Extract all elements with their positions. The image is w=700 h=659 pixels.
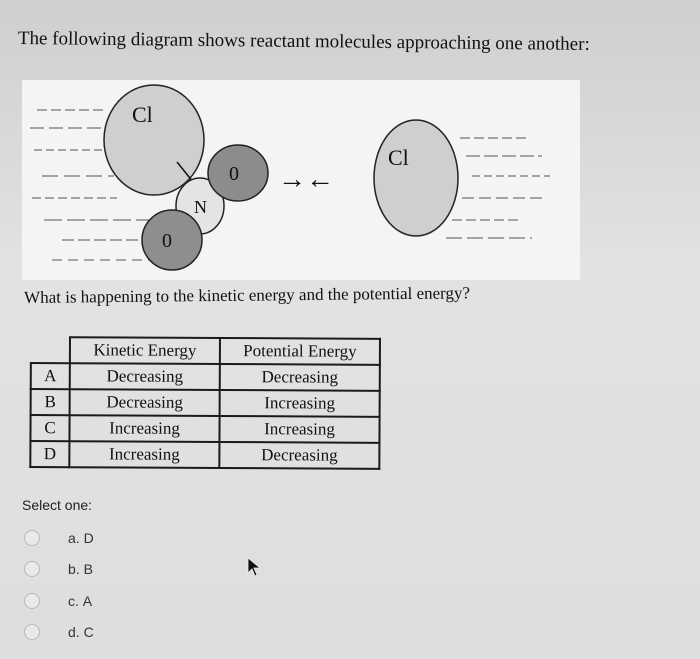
answer-option-d[interactable]: [22, 620, 282, 644]
table-header: Kinetic Energy: [70, 337, 220, 364]
table-row: [30, 415, 379, 443]
question-title: The following diagram shows reactant molecules approaching one another:: [17, 28, 590, 55]
table-cell: B: [31, 389, 70, 415]
table-cell: A: [31, 363, 70, 389]
o-top-label: 0: [229, 163, 239, 185]
table-cell: Decreasing: [220, 364, 380, 391]
table-cell: Increasing: [69, 415, 219, 442]
molecule-diagram-svg: [22, 80, 580, 280]
motion-lines-right: [446, 138, 550, 238]
radio-button[interactable]: [24, 593, 40, 609]
option-letter: a.: [68, 530, 80, 546]
mouse-cursor-icon: [246, 557, 262, 577]
table-header: [31, 337, 70, 363]
o-atom-bottom: [142, 210, 202, 270]
radio-button[interactable]: [24, 530, 40, 546]
table-header: Potential Energy: [220, 338, 380, 365]
option-value: A: [82, 593, 93, 609]
table-row: [31, 363, 380, 391]
option-value: C: [83, 624, 94, 640]
table-cell: Decreasing: [70, 389, 220, 416]
approach-arrows: →←: [278, 164, 334, 195]
table-cell: D: [30, 441, 69, 467]
table-row: [31, 389, 380, 417]
table-cell: Increasing: [69, 441, 219, 468]
option-letter: d.: [68, 624, 80, 640]
table-cell: Increasing: [219, 416, 379, 443]
table-header-row: [31, 337, 380, 365]
cl-left-label: Cl: [132, 102, 153, 127]
answer-option-c[interactable]: [22, 589, 282, 613]
table-cell: Decreasing: [219, 442, 379, 469]
option-value: D: [83, 530, 94, 546]
answer-option-b[interactable]: [22, 557, 282, 581]
o-bottom-label: 0: [162, 230, 172, 252]
question-prompt: What is happening to the kinetic energy and the potential energy?: [24, 283, 471, 307]
cl-atom-left: [104, 85, 204, 195]
table-cell: Decreasing: [70, 363, 220, 390]
cl-atom-right: [374, 120, 458, 236]
table-cell: C: [30, 415, 69, 441]
table-cell: Increasing: [220, 390, 380, 417]
n-label: N: [194, 197, 207, 217]
table-row: [30, 441, 379, 469]
option-letter: c.: [68, 593, 79, 609]
radio-button[interactable]: [24, 561, 40, 577]
select-one-label: Select one:: [22, 497, 93, 513]
answer-option-a[interactable]: [22, 526, 282, 550]
molecule-diagram: [22, 80, 580, 280]
option-letter: b.: [68, 561, 80, 577]
radio-button[interactable]: [24, 624, 40, 640]
answer-table: [29, 336, 381, 470]
option-value: B: [83, 561, 93, 577]
cl-right-label: Cl: [388, 145, 409, 170]
